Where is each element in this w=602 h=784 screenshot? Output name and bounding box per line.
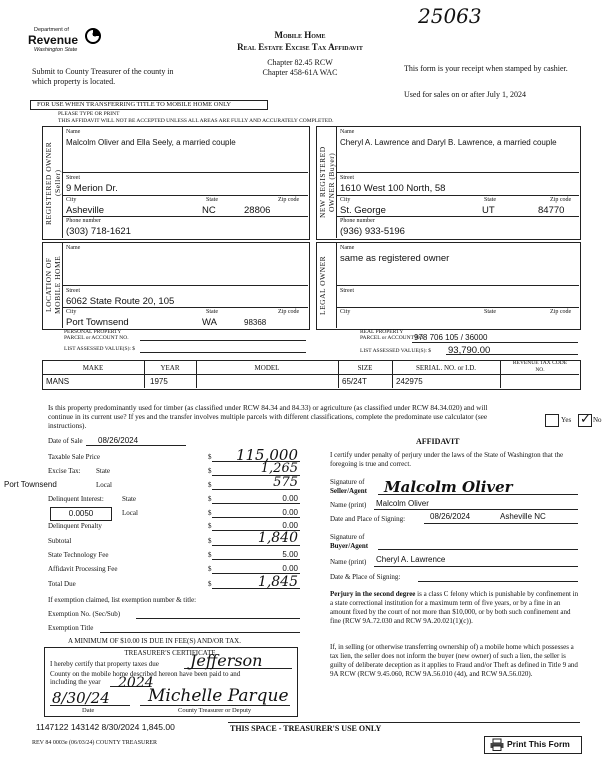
handwritten-number: 25063 [418,4,482,28]
th-revenue-code: REVENUE TAX CODE NO. [512,360,568,373]
buyer-name-label: Name [340,129,355,135]
timber-no-checkbox[interactable] [578,414,592,427]
transfer-only-text: FOR USE WHEN TRANSFERRING TITLE TO MOBILE HOME ONLY [37,101,232,108]
dp-dollar: $ [208,522,212,530]
minimum-note: A MINIMUM OF $10.00 IS DUE IN FEE(S) AND/OR TAX. [68,637,241,645]
delinquent-penalty-label: Delinquent Penalty [48,522,102,530]
seller-print-name[interactable]: Malcolm Oliver [376,499,429,508]
sales-date-note: Used for sales on or after July 1, 2024 [404,90,526,99]
submit-instruction: Submit to County Treasurer of the county in which property is located. [32,67,174,86]
location-state-label: State [206,309,218,315]
subtotal-dollar: $ [208,537,212,545]
di-dollar: $ [208,495,212,503]
excise-local-label: Local [96,481,112,489]
treasurer-cert-title: TREASURER'S CERTIFICATE [124,649,216,657]
fraud-paragraph: If, in selling (or otherwise transferring ownership of) a mobile home which possesses a tax lien, the seller does not inform the buyer (new owner) of such a lien, the seller is guilty of deliberate deception as it applies to Fraud and/or Theft as defined in Title 9 and 9A RCW (RCW 9.45.060, RCW 9A.56.010 (4d), and RCW 9A.56.020). [330,643,578,678]
transfer-only-box [30,100,268,110]
seller-zip[interactable]: 28806 [244,205,271,216]
perjury-text: is a class C felony which is punishable by confinement in a state correctional institution for a maximum term of five years, or by a fine in an amount fixed by the court of not more than $10,000, or by both such confinement and fine (RCW 9A.72.030 and RCW 9A.20.021(1)(c)). [330,590,579,625]
treasurer-stamp: 1147122 143142 8/30/2024 1,845.00 [36,722,175,732]
tech-fee[interactable]: 5.00 [282,550,298,559]
local-rate-box[interactable] [50,507,112,521]
total-due[interactable]: 1,845 [257,574,298,590]
exemption-claim-text: If exemption claimed, list exemption number & title: [48,596,197,604]
seller-state[interactable]: NC [202,205,216,216]
buyer-street[interactable]: 1610 West 100 North, 58 [340,183,446,194]
legal-state-label: State [484,309,496,315]
real-parcel-value[interactable]: 978 706 105 / 36000 [414,333,488,342]
buyer-state-label: State [484,197,496,203]
buyer-street-label: Street [340,175,354,181]
cell-year[interactable]: 1975 [150,377,168,386]
taxable-sale-price[interactable]: 115,000 [235,446,298,464]
di-local-label: Local [122,509,138,517]
legal-zip-label: Zip code [550,309,572,315]
perjury-bold: Perjury in the second degree [330,590,416,598]
seller-place-label: Date and Place of Signing: [330,515,406,523]
taxable-price-label: Taxable Sale Price [48,453,100,461]
location-state[interactable]: WA [202,317,217,328]
location-city-label: City [66,309,77,315]
treasurer-deputy-label: County Treasurer or Deputy [178,707,252,714]
affidavit-title: AFFIDAVIT [416,437,460,446]
date-of-sale[interactable]: 08/26/2024 [98,436,139,445]
local-dollar: $ [208,481,212,489]
legal-name-label: Name [340,245,355,251]
th-serial: SERIAL. NO. or I.D. [415,364,477,372]
tech-fee-label: State Technology Fee [48,551,109,559]
seller-phone-label: Phone number [66,218,101,224]
total-dollar: $ [208,580,212,588]
seller-signature[interactable]: Malcolm Oliver [384,478,513,496]
seller-name[interactable]: Malcolm Oliver and Ella Seely, a married couple [66,138,236,147]
treasurer-date[interactable]: 8/30/24 [52,689,110,707]
seller-street[interactable]: 9 Merion Dr. [66,183,118,194]
legal-street-label: Street [340,288,354,294]
rev-number: REV 84 0003e (06/03/24) COUNTY TREASURER [32,740,158,746]
buyer-zip-label: Zip code [550,197,572,203]
personal-property-label: PERSONAL PROPERTY [64,329,122,335]
buyer-section-label: NEW REGISTERED OWNER (Buyer) [318,146,336,218]
personal-assessed-label: LIST ASSESSED VALUE(S): $ [64,346,136,352]
excise-state-label: State [96,467,110,475]
location-zip-label: Zip code [278,309,300,315]
aff-dollar: $ [208,565,212,573]
local-rate: 0.0050 [68,509,94,518]
timber-yes-checkbox[interactable] [545,414,559,427]
logo-line1: Department of [34,27,69,33]
form-title-2: Real Estate Excise Tax Affidavit [237,42,363,52]
timber-question: Is this property predominantly used for timber (as classified under RCW 84.34 and 84.33) or agriculture (as classified under RCW 84.34.020) and will continue in its current use? If yes and the transfer involves multiple parcels with different classifications, complete the predominate use calculator (see instructions). [48,403,488,430]
real-assessed-value[interactable]: 93,790.00 [448,345,491,356]
seller-city[interactable]: Asheville [66,205,105,216]
location-street-label: Street [66,288,80,294]
seller-city-label: City [66,197,77,203]
seller-name-label: Name [66,129,81,135]
seller-sign-place[interactable]: Asheville NC [500,512,546,521]
location-zip[interactable]: 98368 [244,318,267,327]
cell-size[interactable]: 65/24T [342,377,367,386]
legal-owner-name[interactable]: same as registered owner [340,253,450,264]
th-year: YEAR [160,364,180,372]
di-local-dollar: $ [208,509,212,517]
affidavit-text: I certify under penalty of perjury under the laws of the State of Washington that the foregoing is true and correct. [330,451,564,468]
cell-serial[interactable]: 242975 [396,377,423,386]
seller-print-label: Name (print) [330,501,367,509]
buyer-sig-label-2: Buyer/Agent [330,542,369,550]
excise-dollar: $ [208,467,212,475]
delinquent-penalty[interactable]: 0.00 [282,521,298,530]
treasurer-signature[interactable]: Michelle Parque [148,686,289,706]
seller-sig-label-2: Seller/Agent [330,487,367,495]
not-accepted-note: THIS AFFIDAVIT WILL NOT BE ACCEPTED UNLESS ALL AREAS ARE FULLY AND ACCURATELY COMPLETED. [58,118,334,124]
delinquent-interest-local[interactable]: 0.00 [282,508,298,517]
location-street[interactable]: 6062 State Route 20, 105 [66,296,175,307]
price-dollar: $ [208,453,212,461]
exemption-title-label: Exemption Title [48,624,94,632]
location-name-label: Name [66,245,81,251]
treasurer-date-label: Date [82,707,95,714]
buyer-name[interactable]: Cheryl A. Lawrence and Daryl B. Lawrence, a married couple [340,138,557,147]
treasurer-county[interactable]: Jefferson [190,651,263,670]
excise-tax-state[interactable]: 1,265 [260,461,298,476]
form-title-1: Mobile Home [274,30,326,40]
seller-sign-date[interactable]: 08/26/2024 [430,512,471,521]
exemption-no-label: Exemption No. (Sec/Sub) [48,610,121,618]
di-state-label: State [122,495,136,503]
location-section-label: LOCATION OF MOBILE HOME [44,255,62,315]
treasurer-year[interactable]: 2024 [118,675,154,691]
real-parcel-label: PARCEL or ACCOUNT NO. [360,335,425,341]
receipt-note: This form is your receipt when stamped by cashier. [404,64,568,73]
treasurer-use-only: THIS SPACE - TREASURER'S USE ONLY [230,724,382,733]
logo-line3: Washington State [34,47,78,53]
chapter-wac: Chapter 458-61A WAC [262,68,338,77]
buyer-phone-label: Phone number [340,218,375,224]
th-size: SIZE [357,364,373,372]
th-make: MAKE [82,364,104,372]
subtotal-label: Subtotal [48,537,72,545]
delinquent-interest-label: Delinquent Interest: [48,495,104,503]
excise-tax-label: Excise Tax: [48,467,81,475]
buyer-place-label: Date & Place of Signing: [330,573,401,581]
timber-no-label: No [593,416,602,424]
th-model: MODEL [254,364,280,372]
buyer-sig-label-1: Signature of [330,533,365,541]
seller-sig-label-1: Signature of [330,478,365,486]
logo-line2: Revenue [28,33,79,47]
buyer-zip[interactable]: 84770 [538,205,565,216]
excise-tax-local[interactable]: 575 [273,475,298,490]
timber-no-check-icon: ✓ [580,412,591,427]
affidavit-fee-label: Affidavit Processing Fee [48,565,118,573]
buyer-print-label: Name (print) [330,558,367,566]
real-assessed-label: LIST ASSESSED VALUE(S): $ [360,348,432,354]
seller-street-label: Street [66,175,80,181]
printer-icon [490,739,504,751]
seller-section-label: REGISTERED OWNER (Seller) [44,141,62,225]
delinquent-interest-state[interactable]: 0.00 [282,494,298,503]
date-of-sale-label: Date of Sale [48,437,83,445]
total-due-label: Total Due [48,580,76,588]
buyer-city-label: City [340,197,351,203]
seller-state-label: State [206,197,218,203]
print-form-button[interactable] [484,736,582,754]
treasurer-text-1: I hereby certify that property taxes due [50,660,159,668]
buyer-city[interactable]: St. George [340,205,386,216]
dor-logo [28,27,100,61]
buyer-print-name[interactable]: Cheryl A. Lawrence [376,555,446,564]
personal-parcel-label: PARCEL or ACCOUNT NO. [64,335,129,341]
tech-dollar: $ [208,551,212,559]
local-area[interactable]: Port Townsend [4,480,57,489]
perjury-paragraph [330,590,580,626]
dor-logo-icon [84,27,102,45]
seller-zip-label: Zip code [278,197,300,203]
subtotal-value[interactable]: 1,840 [257,530,298,546]
chapter-rcw: Chapter 82.45 RCW [267,58,333,67]
type-or-print: PLEASE TYPE OR PRINT [58,111,120,117]
legal-owner-section-label: LEGAL OWNER [318,255,327,315]
buyer-phone[interactable]: (936) 933-5196 [340,226,405,237]
legal-city-label: City [340,309,351,315]
treasurer-text-2: County on the mobile home described hereon have been paid to and including the year [50,670,241,686]
location-city[interactable]: Port Townsend [66,317,129,328]
timber-yes-label: Yes [561,416,572,424]
affidavit-fee[interactable]: 0.00 [282,564,298,573]
cell-make[interactable]: MANS [46,377,70,386]
buyer-state[interactable]: UT [482,205,495,216]
print-form-label: Print This Form [507,739,570,749]
real-property-label: REAL PROPERTY [360,329,404,335]
seller-phone[interactable]: (303) 718-1621 [66,226,131,237]
